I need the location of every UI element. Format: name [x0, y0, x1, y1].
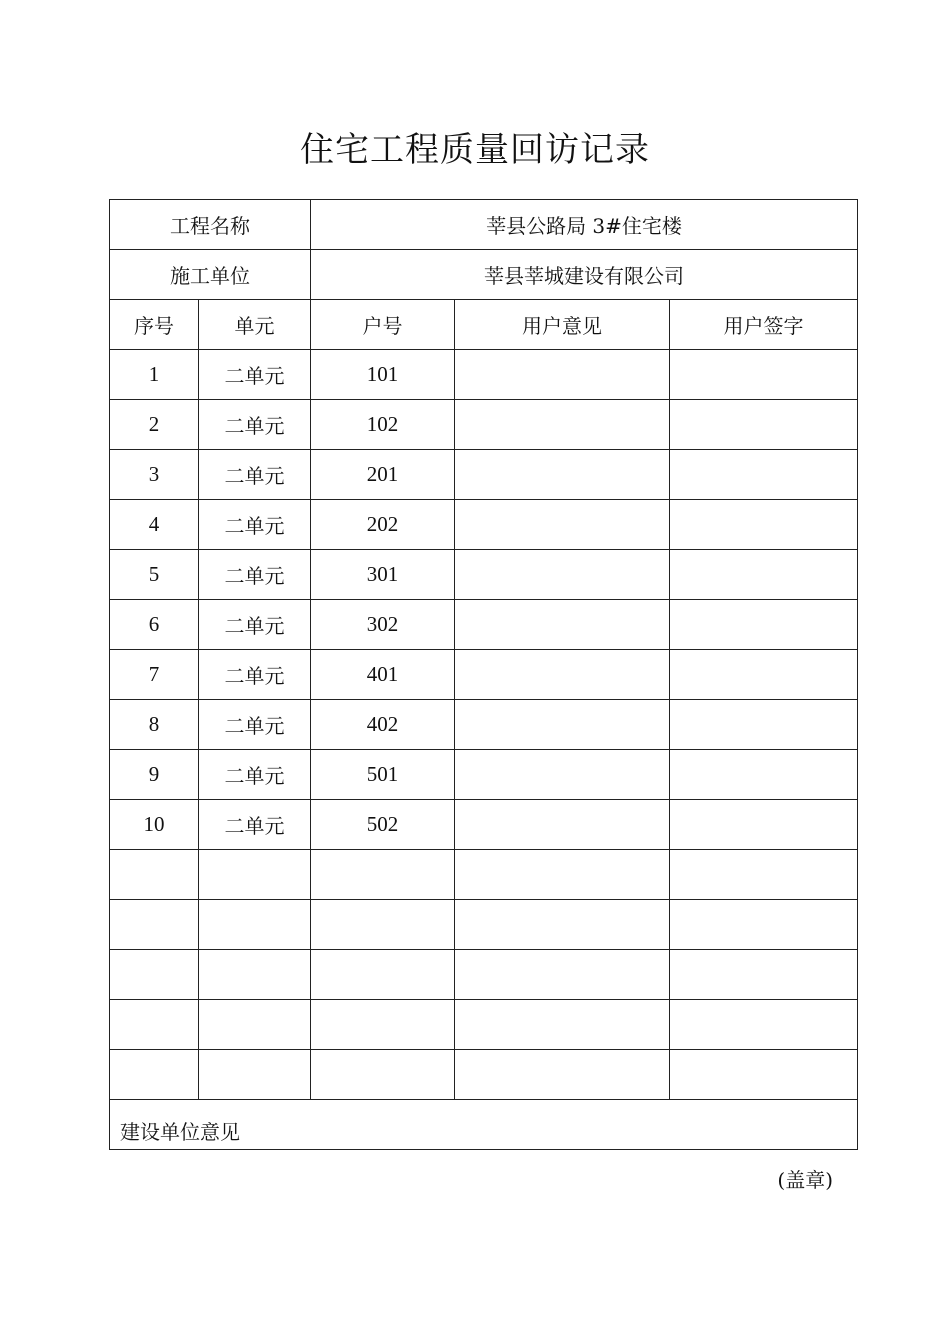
row-signature[interactable] — [670, 600, 858, 650]
row-opinion[interactable] — [455, 800, 670, 850]
row-room — [311, 950, 455, 1000]
column-header-opinion: 用户意见 — [455, 300, 670, 350]
developer-opinion-cell[interactable] — [110, 1100, 858, 1192]
row-opinion[interactable] — [455, 950, 670, 1000]
footer-row — [110, 1100, 858, 1150]
row-room: 302 — [311, 600, 455, 650]
row-opinion[interactable] — [455, 400, 670, 450]
row-room: 401 — [311, 650, 455, 700]
row-opinion[interactable] — [455, 600, 670, 650]
row-room: 101 — [311, 350, 455, 400]
row-unit: 二单元 — [199, 700, 311, 750]
row-number: 8 — [110, 700, 199, 750]
row-number: 1 — [110, 350, 199, 400]
row-signature[interactable] — [670, 850, 858, 900]
row-unit: 二单元 — [199, 450, 311, 500]
row-unit: 二单元 — [199, 400, 311, 450]
row-room — [311, 850, 455, 900]
row-opinion[interactable] — [455, 750, 670, 800]
row-number — [110, 1000, 199, 1050]
row-opinion[interactable] — [455, 550, 670, 600]
row-number: 2 — [110, 400, 199, 450]
table-row — [110, 400, 858, 450]
row-room — [311, 900, 455, 950]
row-room: 201 — [311, 450, 455, 500]
row-signature[interactable] — [670, 500, 858, 550]
table-row — [110, 850, 858, 900]
row-room: 102 — [311, 400, 455, 450]
row-unit: 二单元 — [199, 800, 311, 850]
table-row — [110, 1000, 858, 1050]
document-title: 住宅工程质量回访记录 — [300, 130, 650, 170]
column-header-row — [110, 300, 858, 350]
table-row — [110, 950, 858, 1000]
row-unit: 二单元 — [199, 750, 311, 800]
row-number: 5 — [110, 550, 199, 600]
row-opinion[interactable] — [455, 1000, 670, 1050]
column-header-room: 户号 — [311, 300, 455, 350]
table-row — [110, 350, 858, 400]
column-header-signature: 用户签字 — [670, 300, 858, 350]
table-row — [110, 500, 858, 550]
row-unit — [199, 1000, 311, 1050]
row-number: 6 — [110, 600, 199, 650]
project-name-row — [110, 200, 858, 250]
row-opinion[interactable] — [455, 900, 670, 950]
row-signature[interactable] — [670, 400, 858, 450]
row-signature[interactable] — [670, 650, 858, 700]
row-unit: 二单元 — [199, 550, 311, 600]
column-header-no: 序号 — [110, 300, 199, 350]
seal-label: (盖章) — [777, 1168, 834, 1192]
table-row — [110, 450, 858, 500]
row-room: 402 — [311, 700, 455, 750]
return-visit-table — [109, 199, 858, 1192]
row-signature[interactable] — [670, 450, 858, 500]
row-number: 10 — [110, 800, 199, 850]
row-signature[interactable] — [670, 550, 858, 600]
row-number — [110, 1050, 199, 1100]
row-room: 502 — [311, 800, 455, 850]
row-signature[interactable] — [670, 800, 858, 850]
contractor-label: 施工单位 — [110, 250, 311, 300]
table-row — [110, 900, 858, 950]
row-signature[interactable] — [670, 350, 858, 400]
row-number: 7 — [110, 650, 199, 700]
row-signature[interactable] — [670, 900, 858, 950]
row-opinion[interactable] — [455, 1050, 670, 1100]
row-signature[interactable] — [670, 1050, 858, 1100]
row-room: 301 — [311, 550, 455, 600]
row-unit — [199, 900, 311, 950]
footer-section — [110, 1100, 858, 1192]
row-opinion[interactable] — [455, 350, 670, 400]
project-name-value: 莘县公路局 3#住宅楼 — [311, 200, 858, 250]
row-room: 202 — [311, 500, 455, 550]
row-number: 3 — [110, 450, 199, 500]
row-unit: 二单元 — [199, 500, 311, 550]
row-signature[interactable] — [670, 1000, 858, 1050]
contractor-value: 莘县莘城建设有限公司 — [311, 250, 858, 300]
row-unit — [199, 850, 311, 900]
row-signature[interactable] — [670, 700, 858, 750]
row-opinion[interactable] — [455, 850, 670, 900]
table-row — [110, 650, 858, 700]
row-opinion[interactable] — [455, 450, 670, 500]
row-unit: 二单元 — [199, 350, 311, 400]
row-room — [311, 1050, 455, 1100]
table-row — [110, 600, 858, 650]
table-row — [110, 1050, 858, 1100]
table-row — [110, 700, 858, 750]
row-number: 4 — [110, 500, 199, 550]
contractor-row — [110, 250, 858, 300]
table-row — [110, 550, 858, 600]
row-room: 501 — [311, 750, 455, 800]
row-opinion[interactable] — [455, 650, 670, 700]
table-body — [110, 200, 858, 1100]
column-header-unit: 单元 — [199, 300, 311, 350]
project-name-label: 工程名称 — [110, 200, 311, 250]
row-unit — [199, 1050, 311, 1100]
table-row — [110, 800, 858, 850]
row-number: 9 — [110, 750, 199, 800]
row-number — [110, 950, 199, 1000]
row-signature[interactable] — [670, 950, 858, 1000]
row-room — [311, 1000, 455, 1050]
table-row — [110, 750, 858, 800]
row-unit: 二单元 — [199, 650, 311, 700]
row-opinion[interactable] — [455, 500, 670, 550]
row-unit — [199, 950, 311, 1000]
row-number — [110, 900, 199, 950]
row-number — [110, 850, 199, 900]
developer-opinion-label: 建设单位意见 — [120, 1120, 240, 1144]
row-unit: 二单元 — [199, 600, 311, 650]
row-signature[interactable] — [670, 750, 858, 800]
row-opinion[interactable] — [455, 700, 670, 750]
